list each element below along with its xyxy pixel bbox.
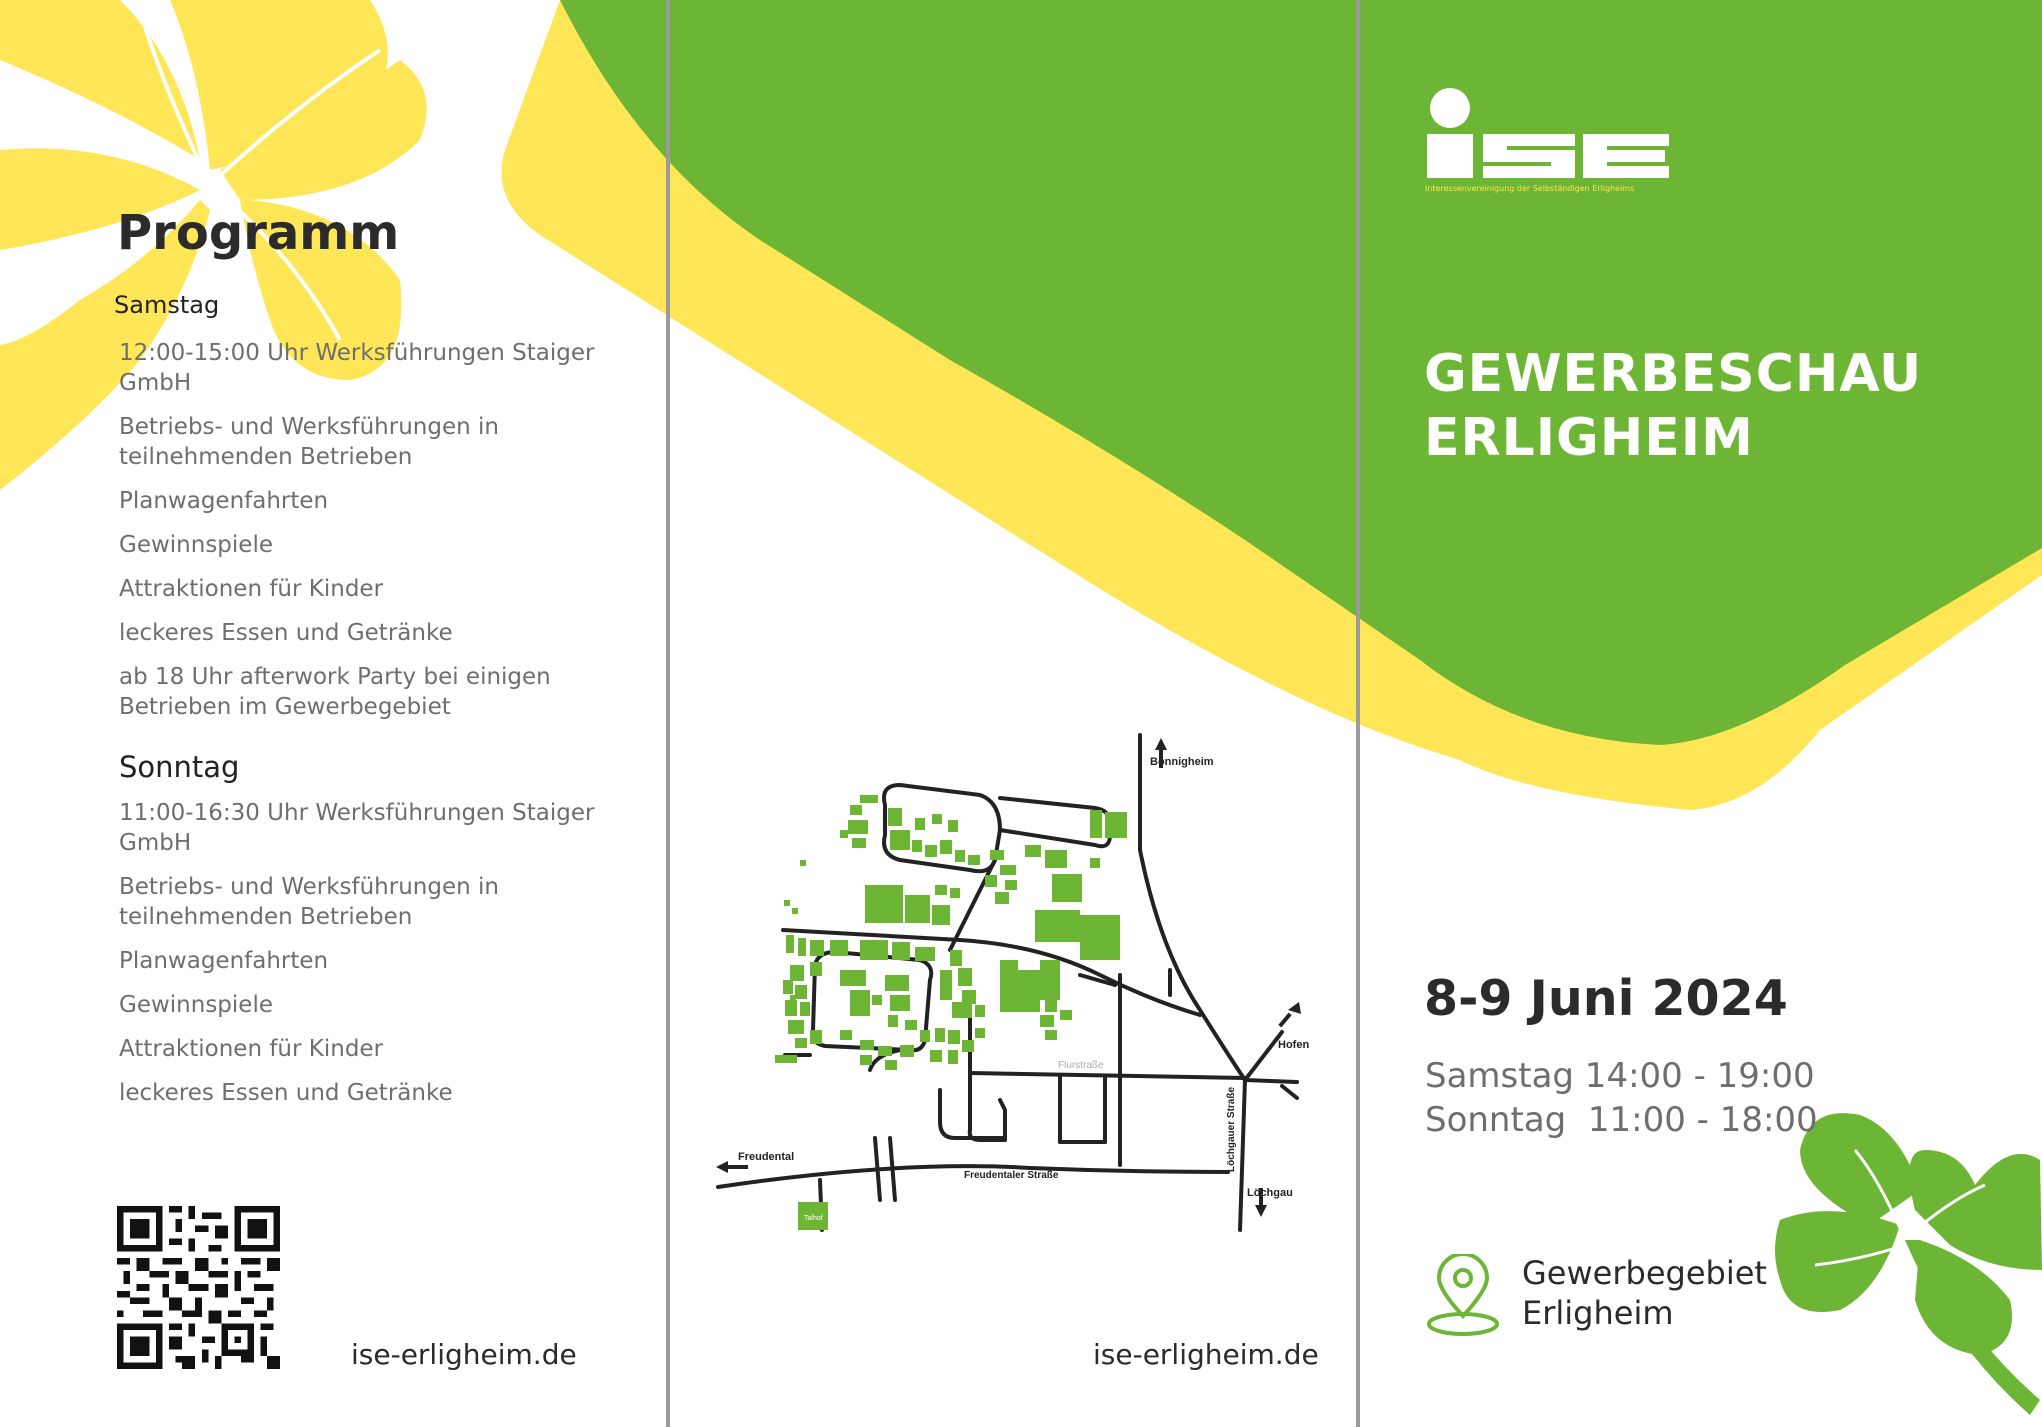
- opening-hours: [1425, 1054, 1818, 1142]
- map-label-boennigheim: Bönnigheim: [1150, 756, 1214, 768]
- logo-subtitle: Interessenvereinigung der Selbständigen Erligheims: [1425, 184, 1635, 193]
- location-line-1: Gewerbegebiet: [1522, 1254, 1767, 1292]
- saturday-program-list: [119, 338, 639, 736]
- location-line-2: Erligheim: [1522, 1294, 1674, 1332]
- ise-logo: [1425, 88, 1671, 182]
- event-headline: [1424, 342, 1922, 470]
- map-label-loechgauer-strasse: Löchgauer Straße: [1226, 1086, 1237, 1172]
- list-item: leckeres Essen und Getränke: [119, 620, 453, 646]
- map-label-freudentaler-strasse: Freudentaler Straße: [964, 1170, 1059, 1181]
- map-label-flurstrasse: Flurstraße: [1058, 1060, 1104, 1071]
- event-date: 8-9 Juni 2024: [1424, 970, 1788, 1027]
- hours-saturday: Samstag 14:00 - 19:00: [1425, 1056, 1815, 1096]
- panel-divider-left: [666, 0, 670, 1427]
- headline-line-2: ERLIGHEIM: [1424, 408, 1754, 468]
- map-label-freudental: Freudental: [738, 1151, 795, 1163]
- list-item: Planwagenfahrten: [119, 948, 329, 974]
- program-title: Programm: [117, 205, 400, 261]
- list-item: leckeres Essen und Getränke: [119, 1080, 453, 1106]
- location-pin-icon: [1425, 1254, 1501, 1338]
- event-location: [1522, 1253, 1767, 1333]
- list-item: 11:00-16:30 Uhr Werksführungen Staiger GmbH: [119, 800, 595, 856]
- hours-sunday: Sonntag 11:00 - 18:00: [1425, 1100, 1818, 1140]
- sunday-heading: Sonntag: [119, 750, 240, 784]
- list-item: Attraktionen für Kinder: [119, 1036, 384, 1062]
- panel-divider-right: [1356, 0, 1360, 1427]
- area-map: [700, 710, 1330, 1240]
- saturday-heading: Samstag: [114, 291, 220, 319]
- road-flurstrasse: [970, 1073, 1245, 1078]
- list-item: Gewinnspiele: [119, 532, 273, 558]
- list-item: ab 18 Uhr afterwork Party bei einigen Betrieben im Gewerbegebiet: [119, 664, 551, 720]
- list-item: Attraktionen für Kinder: [119, 576, 384, 602]
- headline-line-1: GEWERBESCHAU: [1424, 344, 1923, 404]
- road-hofen: [1245, 1032, 1282, 1080]
- map-label-hofen: Hofen: [1278, 1039, 1310, 1051]
- map-label-loechgau: Löchgau: [1247, 1187, 1293, 1199]
- list-item: 12:00-15:00 Uhr Werksführungen Staiger GmbH: [119, 340, 595, 396]
- qr-code[interactable]: [117, 1206, 280, 1369]
- website-link-left[interactable]: ise-erligheim.de: [351, 1338, 577, 1371]
- list-item: Gewinnspiele: [119, 992, 273, 1018]
- map-label-talhof: Talhof: [804, 1215, 823, 1222]
- list-item: Betriebs- und Werksführungen in teilnehmenden Betrieben: [119, 874, 499, 930]
- list-item: Planwagenfahrten: [119, 488, 329, 514]
- website-link-middle[interactable]: ise-erligheim.de: [1093, 1338, 1319, 1371]
- sunday-program-list: [119, 798, 639, 1122]
- list-item: Betriebs- und Werksführungen in teilnehmenden Betrieben: [119, 414, 499, 470]
